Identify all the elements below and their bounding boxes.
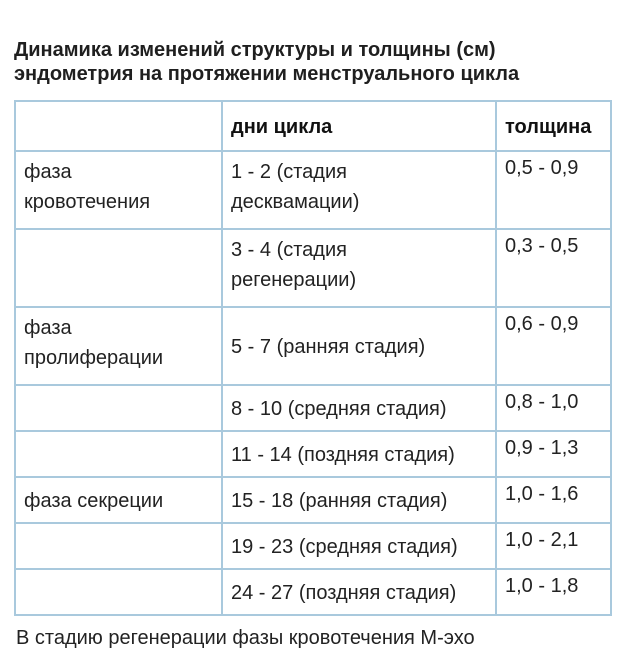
table-row [15, 229, 611, 307]
phase-cell: фаза секреции [15, 477, 222, 523]
phase-cell [15, 385, 222, 431]
days-cell: 19 - 23 (средняя стадия) [222, 523, 496, 569]
phase-cell [15, 431, 222, 477]
body-paragraph: В стадию регенерации фазы кровотечения М-эхо [16, 627, 475, 649]
days-cell: 24 - 27 (поздняя стадия) [222, 569, 496, 615]
days-cell: 11 - 14 (поздняя стадия) [222, 431, 496, 477]
thickness-cell: 1,0 - 1,6 [496, 477, 611, 523]
phase-cell [15, 569, 222, 615]
header-days: дни цикла [222, 101, 496, 151]
thickness-cell: 0,8 - 1,0 [496, 385, 611, 431]
thickness-cell: 1,0 - 2,1 [496, 523, 611, 569]
table-row [15, 431, 611, 477]
header-thickness: толщина [496, 101, 611, 151]
thickness-cell: 0,5 - 0,9 [496, 151, 611, 229]
phase-cell [15, 523, 222, 569]
table-row [15, 569, 611, 615]
thickness-cell: 0,9 - 1,3 [496, 431, 611, 477]
days-cell: 8 - 10 (средняя стадия) [222, 385, 496, 431]
endometrium-table [14, 100, 612, 616]
phase-cell: фаза пролиферации [15, 307, 222, 385]
phase-cell: фаза кровотечения [15, 151, 222, 229]
days-cell: 1 - 2 (стадия десквамации) [222, 151, 496, 229]
title-line-2: эндометрия на протяжении менструального цикла [14, 63, 520, 85]
days-cell: 3 - 4 (стадия регенерации) [222, 229, 496, 307]
article-title [14, 38, 614, 86]
thickness-cell: 0,6 - 0,9 [496, 307, 611, 385]
table-row [15, 151, 611, 229]
header-phase [15, 101, 222, 151]
table-row [15, 385, 611, 431]
thickness-cell: 0,3 - 0,5 [496, 229, 611, 307]
table-row [15, 477, 611, 523]
phase-cell [15, 229, 222, 307]
table-header-row [15, 101, 611, 151]
thickness-cell: 1,0 - 1,8 [496, 569, 611, 615]
table-row [15, 307, 611, 385]
days-cell: 5 - 7 (ранняя стадия) [222, 307, 496, 385]
days-cell: 15 - 18 (ранняя стадия) [222, 477, 496, 523]
table-row [15, 523, 611, 569]
title-line-1: Динамика изменений структуры и толщины (см) [14, 39, 496, 61]
